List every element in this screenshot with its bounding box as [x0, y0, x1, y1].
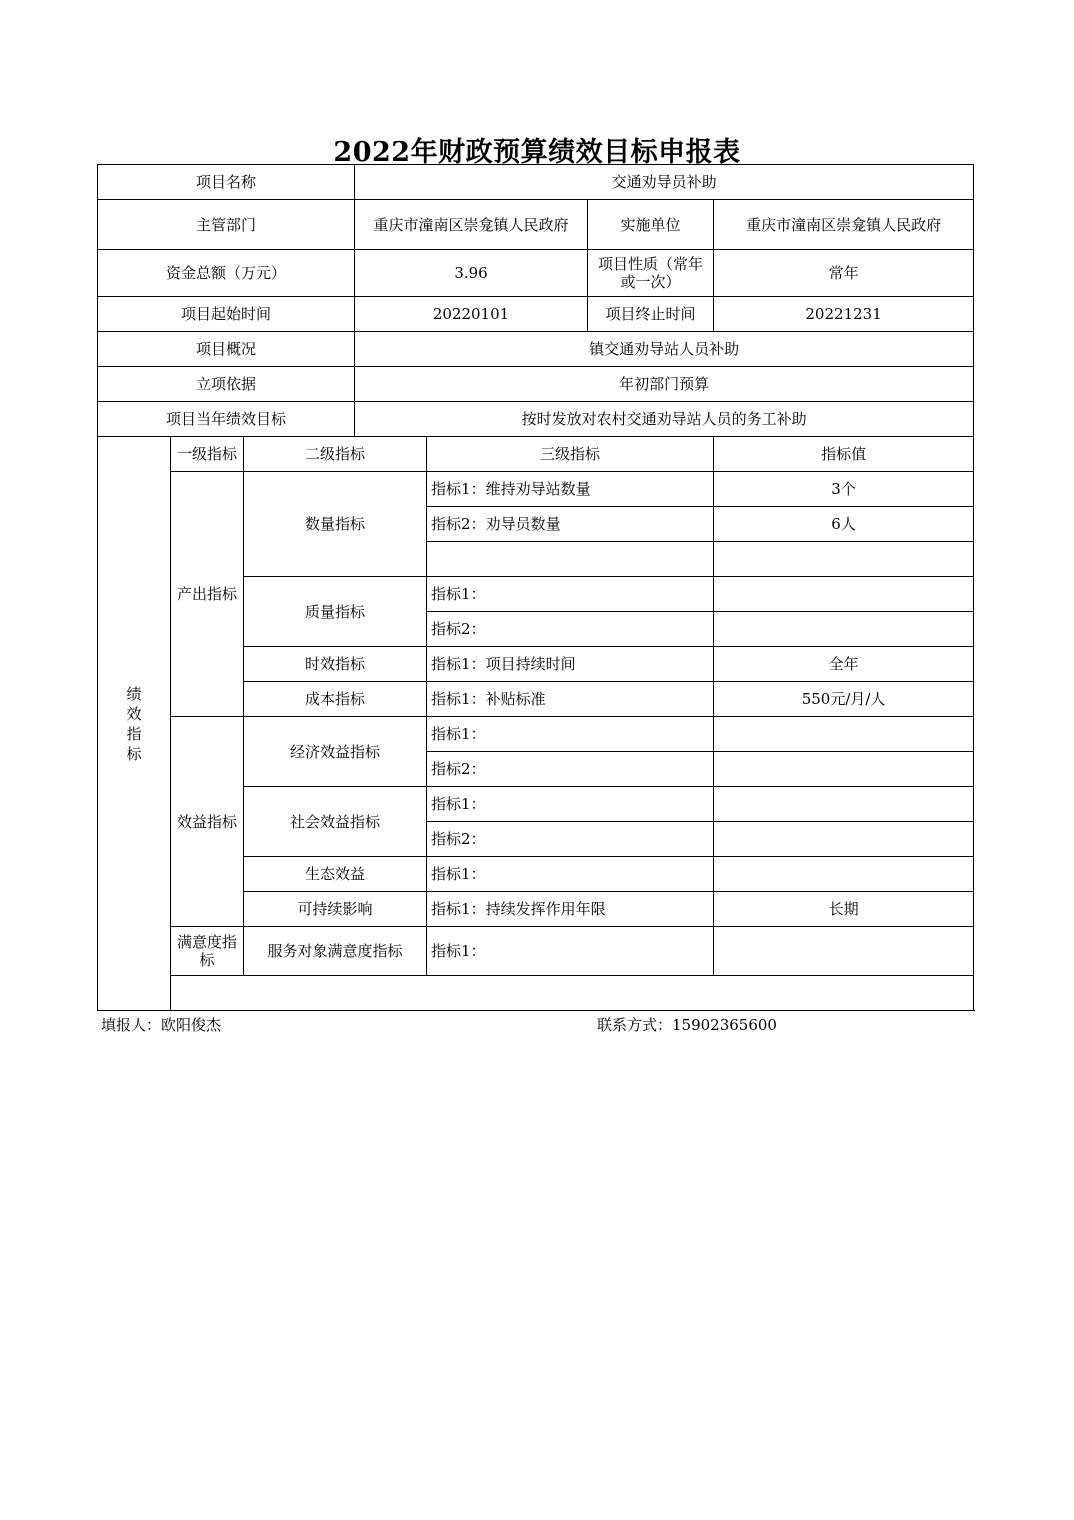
economic-indicator-1-value	[714, 717, 974, 752]
basis-value: 年初部门预算	[355, 367, 974, 402]
indicator-header-row	[98, 437, 974, 472]
service-indicator-1-value	[714, 927, 974, 976]
social-indicator-label: 社会效益指标	[244, 787, 427, 857]
start-value: 20220101	[355, 297, 588, 332]
table-row	[98, 472, 974, 507]
row-basis	[98, 367, 974, 402]
empty-cell	[171, 976, 974, 1011]
nature-label: 项目性质（常年或一次）	[588, 250, 714, 297]
timeliness-indicator-1: 指标1：项目持续时间	[427, 647, 714, 682]
eco-indicator-1: 指标1：	[427, 857, 714, 892]
project-name-value: 交通劝导员补助	[355, 165, 974, 200]
basis-label: 立项依据	[98, 367, 355, 402]
goal-label: 项目当年绩效目标	[98, 402, 355, 437]
sustain-indicator-label: 可持续影响	[244, 892, 427, 927]
row-overview	[98, 332, 974, 367]
quality-indicator-1-value	[714, 577, 974, 612]
filler-label: 填报人：欧阳俊杰	[101, 1016, 222, 1034]
service-indicator-1: 指标1：	[427, 927, 714, 976]
fund-value: 3.96	[355, 250, 588, 297]
end-value: 20221231	[714, 297, 974, 332]
eco-indicator-label: 生态效益	[244, 857, 427, 892]
row-time	[98, 297, 974, 332]
social-indicator-2-value	[714, 822, 974, 857]
economic-indicator-2-value	[714, 752, 974, 787]
dept-value: 重庆市潼南区崇龛镇人民政府	[355, 200, 588, 250]
row-department	[98, 200, 974, 250]
performance-indicator-label: 绩效指标	[98, 437, 171, 1011]
quality-indicator-label: 质量指标	[244, 577, 427, 647]
table-row	[98, 927, 974, 976]
header-level3: 三级指标	[427, 437, 714, 472]
satisfaction-indicator-label: 满意度指标	[171, 927, 244, 976]
sustain-indicator-1: 指标1：持续发挥作用年限	[427, 892, 714, 927]
table-row	[98, 717, 974, 752]
cost-indicator-1: 指标1：补贴标准	[427, 682, 714, 717]
output-indicator-label: 产出指标	[171, 472, 244, 717]
quality-indicator-2: 指标2：	[427, 612, 714, 647]
timeliness-indicator-label: 时效指标	[244, 647, 427, 682]
benefit-indicator-label: 效益指标	[171, 717, 244, 927]
social-indicator-2: 指标2：	[427, 822, 714, 857]
economic-indicator-1: 指标1：	[427, 717, 714, 752]
header-level1: 一级指标	[171, 437, 244, 472]
quantity-indicator-empty-value	[714, 542, 974, 577]
budget-form-table	[97, 164, 974, 1011]
project-name-label: 项目名称	[98, 165, 355, 200]
quantity-indicator-1: 指标1：维持劝导站数量	[427, 472, 714, 507]
quantity-indicator-1-value: 3个	[714, 472, 974, 507]
nature-value: 常年	[714, 250, 974, 297]
quantity-indicator-2-value: 6人	[714, 507, 974, 542]
row-goal	[98, 402, 974, 437]
cost-indicator-label: 成本指标	[244, 682, 427, 717]
sustain-indicator-1-value: 长期	[714, 892, 974, 927]
social-indicator-1: 指标1：	[427, 787, 714, 822]
impl-label: 实施单位	[588, 200, 714, 250]
service-indicator-label: 服务对象满意度指标	[244, 927, 427, 976]
goal-value: 按时发放对农村交通劝导站人员的务工补助	[355, 402, 974, 437]
empty-row	[98, 976, 974, 1011]
quantity-indicator-empty	[427, 542, 714, 577]
dept-label: 主管部门	[98, 200, 355, 250]
fund-label: 资金总额（万元）	[98, 250, 355, 297]
overview-label: 项目概况	[98, 332, 355, 367]
contact-label: 联系方式：15902365600	[597, 1016, 777, 1034]
quantity-indicator-2: 指标2：劝导员数量	[427, 507, 714, 542]
eco-indicator-1-value	[714, 857, 974, 892]
start-label: 项目起始时间	[98, 297, 355, 332]
quality-indicator-2-value	[714, 612, 974, 647]
social-indicator-1-value	[714, 787, 974, 822]
overview-value: 镇交通劝导站人员补助	[355, 332, 974, 367]
impl-value: 重庆市潼南区崇龛镇人民政府	[714, 200, 974, 250]
economic-indicator-label: 经济效益指标	[244, 717, 427, 787]
row-fund	[98, 250, 974, 297]
page-title: 2022年财政预算绩效目标申报表	[333, 137, 741, 168]
header-level2: 二级指标	[244, 437, 427, 472]
timeliness-indicator-1-value: 全年	[714, 647, 974, 682]
economic-indicator-2: 指标2：	[427, 752, 714, 787]
quality-indicator-1: 指标1：	[427, 577, 714, 612]
header-value: 指标值	[714, 437, 974, 472]
cost-indicator-1-value: 550元/月/人	[714, 682, 974, 717]
end-label: 项目终止时间	[588, 297, 714, 332]
row-project-name	[98, 165, 974, 200]
quantity-indicator-label: 数量指标	[244, 472, 427, 577]
